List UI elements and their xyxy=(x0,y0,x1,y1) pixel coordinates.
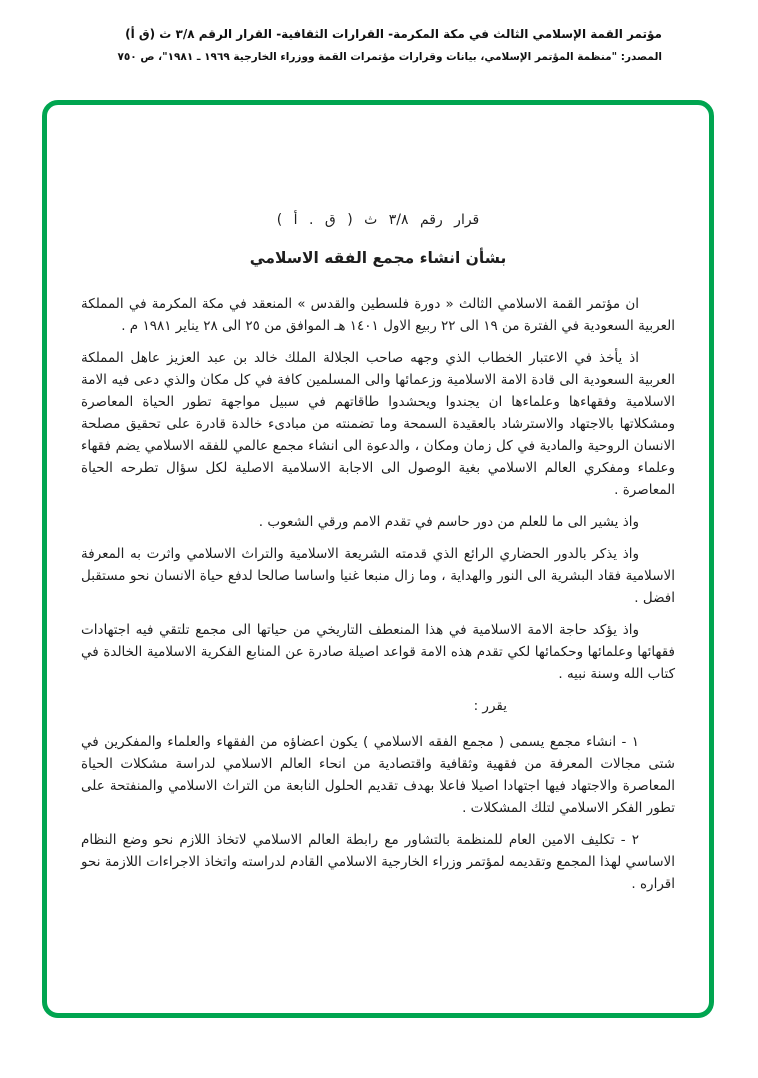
paragraph-session-info: ان مؤتمر القمة الاسلامي الثالث « دورة فلسطين والقدس » المنعقد في مكة المكرمة في المملكة العربية السعودية في الفترة من ١٩ الى ٢٢ ربيع الاول ١٤٠١ هـ الموافق من ٢٥ الى ٢٨ يناير ١٩٨١ م . xyxy=(81,296,675,334)
paragraph-ummah-need: واذ يؤكد حاجة الامة الاسلامية في هذا المنعطف التاريخي من حياتها الى مجمع تلتقي فيه اجتهادات فقهائها وعلمائها وحكمائها لكي تقدم هذه الامة قواعد اصيلة صادرة عن المنابع الفكرية الاسلامية الخالدة في كتاب الله وسنة نبيه . xyxy=(81,622,675,682)
paragraph-civilizational-role: واذ يذكر بالدور الحضاري الرائع الذي قدمته الشريعة الاسلامية والتراث الاسلامي واثرت به المعرفة الاسلامية فقاد البشرية الى النور والهداية ، وما زال منبعا غنيا واساسا صالحا لدفع حياة الانسان نحو مستقبل افضل . xyxy=(81,546,675,606)
resolution-subject-title: بشأن انشاء مجمع الفقه الاسلامي xyxy=(249,249,507,267)
header-conference-title: مؤتمر القمة الإسلامي الثالث في مكة المكرمة- القرارات الثقافية- القرار الرقم ٣/٨ ث (ق أ) xyxy=(125,27,662,41)
paragraph-king-address: اذ يأخذ في الاعتبار الخطاب الذي وجهه صاحب الجلالة الملك خالد بن عبد العزيز عاهل المملكة العربية السعودية الى قادة الامة الاسلامية وزعمائها والى المسلمين كافة في كل مكان والذي دعى فيه الامة الاسلامية وفقهاءها وعلماءها ان يجندوا ويحشدوا طاقاتهم في سبيل مواجهة تطور الحياة المعاصرة ومشكلاتها بالاجتهاد والاسترشاد بالعقيدة السمحة وما تضمنته من مبادىء خالدة قادرة على تحقيق مصلحة الانسان الروحية والمادية في كل زمان ومكان ، والدعوة الى انشاء مجمع عالمي للفقه الاسلامي يضم فقهاء وعلماء ومفكري العالم الاسلامي بغية الوصول الى الاجابة الاسلامية الاصلية لكل سؤال تطرحه الحياة المعاصرة . xyxy=(81,350,675,498)
document-body xyxy=(47,105,709,895)
resolution-item-2: ٢ - تكليف الامين العام للمنظمة بالتشاور مع رابطة العالم الاسلامي لاتخاذ اللازم نحو وضع النظام الاساسي لهذا المجمع وتقديمه لمؤتمر وزراء الخارجية الاسلامي القادم لدراسته واتخاذ الاجراءات اللازمة نحو اقراره . xyxy=(81,832,675,892)
document-frame xyxy=(42,100,714,1018)
resolution-item-1: ١ - انشاء مجمع يسمى ( مجمع الفقه الاسلامي ) يكون اعضاؤه من الفقهاء والعلماء والمفكرين في شتى مجالات المعرفة من فقهية وثقافية واقتصادية من انحاء العالم الاسلامي لدراسة مشكلات الحياة المعاصرة والاجتهاد فيها اجتهادا اصيلا فاعلا بهدف تقديم الحلول النابعة من التراث الاسلامي والمنفتحة على تطور الفكر الاسلامي لتلك المشكلات . xyxy=(81,734,675,816)
paragraph-science-role: واذ يشير الى ما للعلم من دور حاسم في تقدم الامم ورقي الشعوب . xyxy=(258,514,639,530)
resolution-number-title: قرار رقم ٣/٨ ث ( ق . أ ) xyxy=(276,212,480,228)
decision-label: يقرر : xyxy=(473,698,507,714)
header-source-citation: المصدر: "منظمة المؤتمر الإسلامي، بيانات وقرارات مؤتمرات القمة ووزراء الخارجية ١٩٦٩ ـ ١٩٨١"، ص ٧٥٠ xyxy=(117,50,662,63)
source-header xyxy=(0,0,758,64)
